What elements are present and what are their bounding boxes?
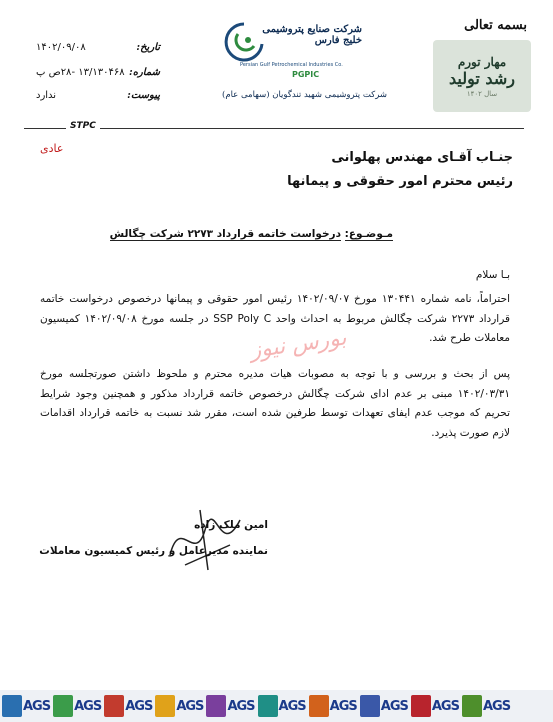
logo-abbreviation: PGPIC [292,70,320,79]
signatory-title: نماینده مدیرعامل و رئیس کمیسیون معاملات [39,545,268,557]
recipient-block [287,150,513,198]
attachment-value: ندارد [36,90,57,101]
year-slogan-badge [433,40,531,112]
signatory-name: امین ملک زاده [194,519,268,531]
date-label: تاریخ: [136,42,160,53]
certification-badge-icon [309,695,329,717]
certification-badge-icon [462,695,482,717]
subject-line [110,228,393,240]
ags-mark: AGS [176,698,204,714]
certification-badge-icon [155,695,175,717]
stpc-mark: STPC [66,121,100,131]
certification-mark [2,693,50,719]
number-label: شماره: [129,67,160,78]
certification-badge-icon [53,695,73,717]
logo-company-name: شرکت صنایع پتروشیمی خلیج فارس [262,24,362,46]
recipient-name: جنـاب آقـای مهندس پهلوانی [331,150,513,165]
greeting: بـا سلام [475,269,510,281]
certification-badge-icon [411,695,431,717]
ags-mark: AGS [23,698,51,714]
attachment-label: پیوست: [127,90,160,101]
certification-mark [360,693,408,719]
certification-mark [53,693,101,719]
certification-badge-icon [2,695,22,717]
meta-attachment-row [36,90,160,101]
slogan-line2: رشد تولید [449,68,515,88]
body-paragraph-1: احتراماً، نامه شماره ۱۳۰۴۴۱ مورخ ۱۴۰۲/۰۹/۰۷ رئیس امور حقوقی و پیمانها درخصوص درخواست خاتمه قرارداد ۲۲۷۳ شرکت چگالش مربوط به احداث واحد SSP Poly C در جلسه مورخ ۱۴۰۲/۰۹/۰۸ کمیسیون معاملات طرح شد. [40,293,511,344]
ags-mark: AGS [278,698,306,714]
watermark-text: بورس نیوز [248,325,348,364]
meta-date-row [36,42,160,53]
certification-mark [411,693,459,719]
slogan-line1: مهار تورم [457,54,507,69]
ags-mark: AGS [125,698,153,714]
meta-number-row [36,67,160,78]
certification-footer [0,690,553,722]
certification-badge-icon [206,695,226,717]
ags-mark: AGS [74,698,102,714]
logo-english-name: Persian Gulf Petrochemical Industries Co. [240,62,343,68]
date-value: ۱۴۰۲/۰۹/۰۸ [36,42,86,53]
bismillah-heading: بسمه تعالی [464,18,527,33]
subject-label: مـوضـوع: [344,228,393,240]
ags-mark: AGS [482,698,511,714]
company-logo [222,18,388,113]
signature-block [39,512,268,564]
certification-mark [258,693,306,719]
certification-mark [462,693,510,719]
ags-mark: AGS [380,698,408,714]
recipient-title: رئیس محترم امور حقوقی و پیمانها [287,174,513,189]
certification-mark [206,693,254,719]
number-value: ۱۳/۱۳۰۴۶۸ -۲۸ص پ [36,67,125,78]
certification-mark [309,693,357,719]
subject-text: درخواست خاتمه قرارداد ۲۲۷۳ شرکت چگالش [109,228,341,240]
certification-badge-icon [360,695,380,717]
certification-mark [104,693,152,719]
classification-label: عادی [40,142,64,155]
logo-subsidiary-name: شرکت پتروشیمی شهید تندگویان (سهامی عام) [222,90,388,100]
body-paragraph-2: پس از بحث و بررسی و با توجه به مصوبات هیات مدیره محترم و ملحوظ داشتن صورتجلسه مورخ ۱۴۰۲/۰۳/۳۱ مبنی بر عدم ادای شرکت چگالش درخصوص خاتمه قرارداد مذکور و همچنین وجود شرایط تحریم که موجب عدم ایفای تعهدات توسط طرفین شده است، مقرر شد نسبت به خاتمه قرارداد اقدامات لازم صورت پذیرد. [40,368,510,439]
certification-badge-icon [104,695,124,717]
slogan-year: سال ۱۴۰۲ [466,89,498,98]
ags-mark: AGS [227,698,255,714]
certification-badge-icon [258,695,278,717]
certification-mark [155,693,203,719]
ags-mark: AGS [431,698,459,714]
ags-mark: AGS [329,698,357,714]
